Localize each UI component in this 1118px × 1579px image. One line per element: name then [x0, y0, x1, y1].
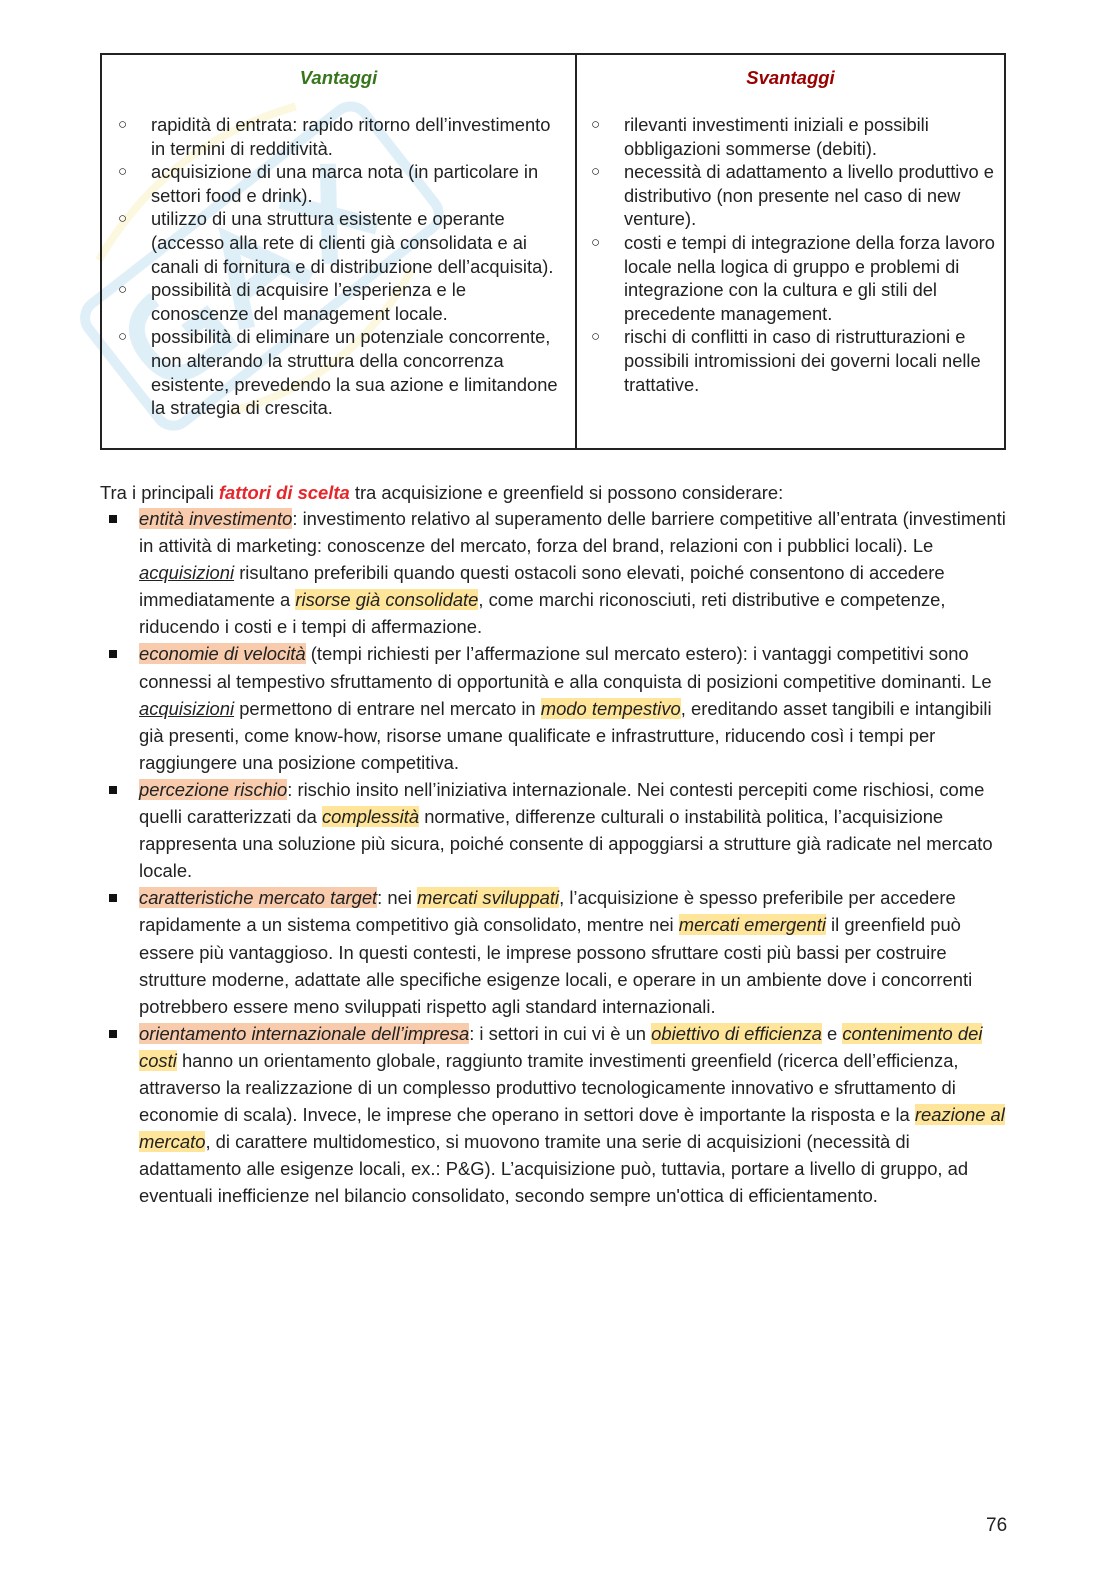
- comparison-table: [100, 53, 1006, 450]
- factor-entita-investimento: entità investimento: investimento relativo al superamento delle barriere competitive all’entrata (investimenti in attività di marketing: conoscenze del mercato, forza del brand, relazioni con i pubblici locali). Le acquisizioni risultano preferibili quando questi ostacoli sono elevati, poiché consentono di accedere immediatamente a risorse già consolidate, come marchi riconosciuti, reti distributive e competenze, riducendo i costi e i tempi di affermazione.: [100, 505, 1010, 640]
- factors-intro: Tra i principali fattori di scelta tra acquisizione e greenfield si possono considerare:: [100, 482, 784, 503]
- list-item: ○ rapidità di entrata: rapido ritorno dell’investimento in termini di redditività.: [118, 114, 551, 159]
- vantaggi-title: Vantaggi: [299, 67, 378, 88]
- svantaggi-list: [591, 113, 1001, 396]
- svantaggi-title: Svantaggi: [746, 67, 835, 88]
- factor-caratteristiche-mercato-target: caratteristiche mercato target: nei mercati sviluppati, l’acquisizione è spesso preferibile per accedere rapidamente a un sistema competitivo già consolidato, mentre nei mercati emergenti il greenfield può essere più vantaggioso. In questi contesti, le imprese possono sfruttare costi più bassi per costruire strutture moderne, adattate alle specifiche esigenze locali, e operare in un ambiente dove i concorrenti potrebbero essere meno sviluppati rispetto agli standard internazionali.: [100, 884, 1010, 1019]
- list-item: ○ acquisizione di una marca nota (in particolare in settori food e drink).: [118, 161, 539, 206]
- vantaggi-column: [102, 55, 577, 448]
- page-number: 76: [986, 1515, 1008, 1536]
- underlined-term: acquisizioni: [139, 562, 235, 584]
- highlighted-term: modo tempestivo: [540, 697, 681, 719]
- square-bullet-icon: [109, 1030, 117, 1038]
- factor-economie-di-velocita: economie di velocità (tempi richiesti per l’affermazione sul mercato estero): i vantaggi competitivi sono connessi al tempestivo sfruttamento di opportunità e alla conquista di posizioni competitive dominanti. Le acquisizioni permettono di entrare nel mercato in modo tempestivo, ereditando asset tangibili e intangibili già presenti, come know-how, risorse umane qualificate e infrastrutture, riducendo così i tempi per raggiungere una posizione competitiva.: [100, 640, 1010, 775]
- highlighted-term: reazione al mercato: [139, 1104, 1005, 1153]
- list-item: ○ rischi di conflitti in caso di ristrutturazioni e possibili intromissioni dei governi locali nelle trattative.: [591, 326, 981, 395]
- list-item: ○ necessità di adattamento a livello produttivo e distributivo (non presente nel caso di new venture).: [591, 161, 994, 230]
- list-item: ○ possibilità di eliminare un potenziale concorrente, non alterando la struttura della concorrenza esistente, prevedendo la sua azione e limitandone la strategia di crescita.: [118, 326, 558, 419]
- circle-bullet-icon: ○: [118, 328, 128, 346]
- circle-bullet-icon: ○: [118, 163, 128, 181]
- circle-bullet-icon: ○: [118, 116, 128, 133]
- factors-list: [100, 505, 1010, 1209]
- circle-bullet-icon: ○: [591, 328, 601, 346]
- factor-term: caratteristiche mercato target: [139, 887, 378, 909]
- factor-orientamento-internazionale: orientamento internazionale dell’impresa: i settori in cui vi è un obiettivo di efficienza e contenimento dei costi hanno un orientamento globale, raggiunto tramite investimenti greenfield (ricerca dell’efficienza, attraverso la realizzazione di un complesso produttivo tecnologicamente innovativo e sfruttamento di economie di scala). Invece, le imprese che operano in settori dove è importante la risposta e la reazione al mercato, di carattere multidomestico, si muovono tramite una serie di acquisizioni (necessità di adattamento alle esigenze locali, ex.: P&G). L’acquisizione può, tuttavia, portare a livello di gruppo, ad eventuali inefficienze nel bilancio consolidato, secondo sempre un'ottica di efficientamento.: [100, 1020, 1010, 1210]
- list-item: ○ rilevanti investimenti iniziali e possibili obbligazioni sommerse (debiti).: [591, 114, 929, 159]
- square-bullet-icon: [109, 650, 117, 658]
- highlighted-term: mercati sviluppati: [417, 887, 560, 909]
- highlighted-term: contenimento dei costi: [139, 1022, 983, 1071]
- factor-term: economie di velocità: [139, 643, 306, 665]
- factor-term: percezione rischio: [139, 778, 288, 800]
- highlighted-term: obiettivo di efficienza: [651, 1022, 822, 1044]
- list-item: ○ costi e tempi di integrazione della forza lavoro locale nella logica di gruppo e problemi di integrazione con la cultura e gli stili del precedente management.: [591, 231, 995, 324]
- circle-bullet-icon: ○: [591, 116, 601, 133]
- highlighted-term: complessità: [321, 806, 420, 828]
- underlined-term: acquisizioni: [139, 697, 235, 719]
- circle-bullet-icon: ○: [118, 281, 128, 299]
- vantaggi-list: [118, 113, 566, 420]
- factor-percezione-rischio: percezione rischio: rischio insito nell’iniziativa internazionale. Nei contesti percepiti come rischiosi, come quelli caratterizzati da complessità normative, differenze culturali o instabilità politica, l’acquisizione rappresenta una soluzione più sicura, poiché consente di appoggiarsi a strutture già radicate nel mercato locale.: [100, 776, 1010, 884]
- list-item: ○ utilizzo di una struttura esistente e operante (accesso alla rete di clienti già consolidata e ai canali di fornitura e di distribuzione dell’acquisita).: [118, 208, 554, 277]
- square-bullet-icon: [109, 786, 117, 794]
- factor-term: entità investimento: [139, 508, 293, 529]
- square-bullet-icon: [109, 894, 117, 902]
- square-bullet-icon: [109, 515, 117, 523]
- highlighted-term: risorse già consolidate: [295, 589, 479, 611]
- factor-term: orientamento internazionale dell’impresa: [139, 1022, 470, 1044]
- highlighted-term: mercati emergenti: [678, 914, 826, 936]
- keyword-fattori-di-scelta: fattori di scelta: [218, 482, 350, 503]
- list-item: ○ possibilità di acquisire l’esperienza e le conoscenze del management locale.: [118, 279, 467, 324]
- circle-bullet-icon: ○: [591, 233, 601, 251]
- svantaggi-column: [577, 55, 1004, 448]
- circle-bullet-icon: ○: [118, 210, 128, 228]
- circle-bullet-icon: ○: [591, 163, 601, 181]
